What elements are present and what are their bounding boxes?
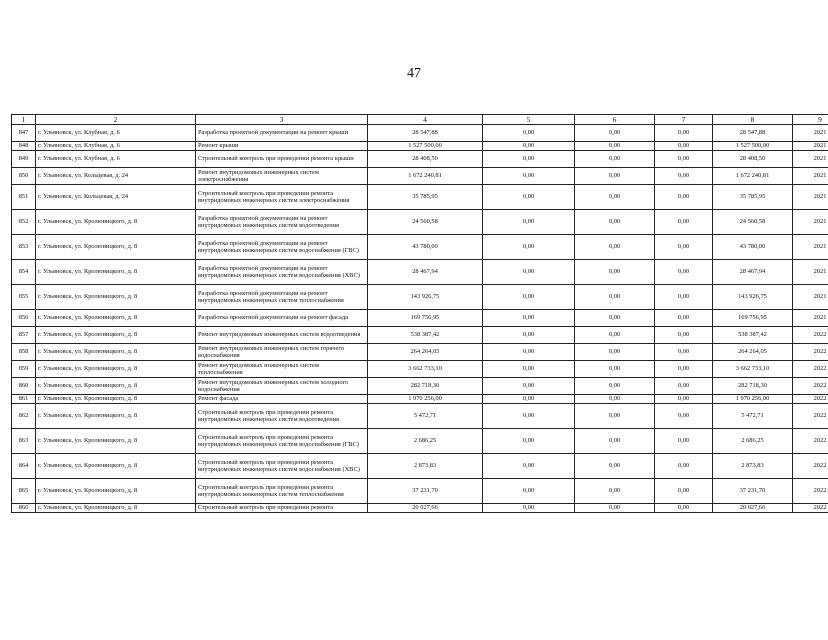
address-cell: г. Ульяновск, ул. Кролюницкого, д. 8 — [36, 361, 196, 378]
table-row — [12, 327, 828, 344]
column-header: 1 — [12, 115, 36, 125]
row-number: 852 — [12, 210, 36, 235]
amount-col7-cell: 0,00 — [655, 285, 713, 310]
amount-col6-cell: 0,00 — [575, 210, 655, 235]
work-type-cell: Разработка проектной документации на ремонт крыши — [196, 125, 368, 142]
amount-col6-cell: 0,00 — [575, 260, 655, 285]
work-type-cell: Ремонт внутридомовых инженерных систем электроснабжения — [196, 168, 368, 185]
year-cell: 2021 — [793, 168, 828, 185]
amount-col5-cell: 0,00 — [483, 168, 575, 185]
year-cell: 2022 — [793, 395, 828, 404]
year-cell: 2021 — [793, 235, 828, 260]
table-row — [12, 235, 828, 260]
year-cell: 2021 — [793, 310, 828, 327]
row-number: 866 — [12, 504, 36, 513]
row-number: 856 — [12, 310, 36, 327]
row-number: 853 — [12, 235, 36, 260]
amount-col5-cell: 0,00 — [483, 285, 575, 310]
amount-col7-cell: 0,00 — [655, 142, 713, 151]
address-cell: г. Ульяновск, ул. Кролюницкого, д. 8 — [36, 479, 196, 504]
work-type-cell: Строительный контроль при проведении ремонта крыши — [196, 151, 368, 168]
column-header: 8 — [713, 115, 793, 125]
table-row — [12, 151, 828, 168]
amount-total-cell: 2 686,25 — [368, 429, 483, 454]
year-cell: 2021 — [793, 210, 828, 235]
table-row — [12, 168, 828, 185]
address-cell: г. Ульяновск, ул. Кролюницкого, д. 8 — [36, 285, 196, 310]
amount-col6-cell: 0,00 — [575, 327, 655, 344]
column-header: 4 — [368, 115, 483, 125]
work-type-cell: Разработка проектной документации на ремонт внутридомовых инженерных систем водоснабжения (ХВС) — [196, 260, 368, 285]
row-number: 851 — [12, 185, 36, 210]
amount-total-cell: 28 467,94 — [368, 260, 483, 285]
amount-total-cell: 20 027,66 — [368, 504, 483, 513]
amount-col8-cell: 2 686,25 — [713, 429, 793, 454]
amount-col5-cell: 0,00 — [483, 361, 575, 378]
amount-col7-cell: 0,00 — [655, 479, 713, 504]
amount-col6-cell: 0,00 — [575, 378, 655, 395]
amount-col5-cell: 0,00 — [483, 454, 575, 479]
row-number: 864 — [12, 454, 36, 479]
amount-col8-cell: 1 527 500,00 — [713, 142, 793, 151]
amount-col7-cell: 0,00 — [655, 185, 713, 210]
address-cell: г. Ульяновск, ул. Клубная, д. 6 — [36, 151, 196, 168]
amount-col6-cell: 0,00 — [575, 168, 655, 185]
amount-total-cell: 37 231,70 — [368, 479, 483, 504]
amount-col5-cell: 0,00 — [483, 185, 575, 210]
table-row — [12, 285, 828, 310]
table-header-row — [12, 115, 828, 125]
row-number: 862 — [12, 404, 36, 429]
table-row — [12, 310, 828, 327]
table-row — [12, 260, 828, 285]
address-cell: г. Ульяновск, ул. Кролюницкого, д. 8 — [36, 429, 196, 454]
address-cell: г. Ульяновск, ул. Кольцевая, д. 24 — [36, 185, 196, 210]
amount-col6-cell: 0,00 — [575, 125, 655, 142]
amount-col5-cell: 0,00 — [483, 210, 575, 235]
work-type-cell: Ремонт внутридомовых инженерных систем горячего водоснабжения — [196, 344, 368, 361]
row-number: 860 — [12, 378, 36, 395]
year-cell: 2022 — [793, 344, 828, 361]
amount-total-cell: 28 408,50 — [368, 151, 483, 168]
address-cell: г. Ульяновск, ул. Кролюницкого, д. 8 — [36, 404, 196, 429]
repair-registry-table — [11, 114, 828, 513]
amount-col7-cell: 0,00 — [655, 260, 713, 285]
amount-col5-cell: 0,00 — [483, 395, 575, 404]
amount-col7-cell: 0,00 — [655, 344, 713, 361]
amount-col5-cell: 0,00 — [483, 378, 575, 395]
amount-col8-cell: 5 472,71 — [713, 404, 793, 429]
row-number: 865 — [12, 479, 36, 504]
work-type-cell: Разработка проектной документации на ремонт внутридомовых инженерных систем теплоснабжения — [196, 285, 368, 310]
column-header: 5 — [483, 115, 575, 125]
amount-col7-cell: 0,00 — [655, 454, 713, 479]
work-type-cell: Ремонт фасада — [196, 395, 368, 404]
amount-col6-cell: 0,00 — [575, 395, 655, 404]
column-header: 6 — [575, 115, 655, 125]
amount-col5-cell: 0,00 — [483, 151, 575, 168]
amount-col6-cell: 0,00 — [575, 479, 655, 504]
work-type-cell: Ремонт крыши — [196, 142, 368, 151]
amount-col6-cell: 0,00 — [575, 185, 655, 210]
row-number: 849 — [12, 151, 36, 168]
row-number: 847 — [12, 125, 36, 142]
row-number: 848 — [12, 142, 36, 151]
amount-col6-cell: 0,00 — [575, 454, 655, 479]
amount-col6-cell: 0,00 — [575, 361, 655, 378]
amount-col7-cell: 0,00 — [655, 429, 713, 454]
table-row — [12, 125, 828, 142]
year-cell: 2022 — [793, 429, 828, 454]
address-cell: г. Ульяновск, ул. Кольцевая, д. 24 — [36, 168, 196, 185]
amount-total-cell: 43 780,00 — [368, 235, 483, 260]
year-cell: 2022 — [793, 404, 828, 429]
row-number: 859 — [12, 361, 36, 378]
amount-col5-cell: 0,00 — [483, 125, 575, 142]
table-row — [12, 479, 828, 504]
year-cell: 2021 — [793, 185, 828, 210]
address-cell: г. Ульяновск, ул. Кролюницкого, д. 8 — [36, 327, 196, 344]
table-row — [12, 185, 828, 210]
table-row — [12, 344, 828, 361]
amount-col6-cell: 0,00 — [575, 142, 655, 151]
page-number: 47 — [407, 66, 421, 81]
work-type-cell: Ремонт внутридомовых инженерных систем водоотведения — [196, 327, 368, 344]
table-row — [12, 429, 828, 454]
table-row — [12, 454, 828, 479]
year-cell: 2022 — [793, 479, 828, 504]
column-header: 3 — [196, 115, 368, 125]
amount-total-cell: 2 873,83 — [368, 454, 483, 479]
amount-total-cell: 35 785,95 — [368, 185, 483, 210]
work-type-cell: Строительный контроль при проведении ремонта внутридомовых инженерных систем теплоснабжения — [196, 479, 368, 504]
amount-col6-cell: 0,00 — [575, 235, 655, 260]
year-cell: 2022 — [793, 327, 828, 344]
amount-col5-cell: 0,00 — [483, 142, 575, 151]
amount-col8-cell: 43 780,00 — [713, 235, 793, 260]
amount-col7-cell: 0,00 — [655, 168, 713, 185]
work-type-cell: Разработка проектной документации на ремонт внутридомовых инженерных систем водоснабжения (ГВС) — [196, 235, 368, 260]
work-type-cell: Строительный контроль при проведении ремонта внутридомовых инженерных систем водоснабжения (ГВС) — [196, 429, 368, 454]
amount-col7-cell: 0,00 — [655, 378, 713, 395]
amount-col5-cell: 0,00 — [483, 260, 575, 285]
amount-col8-cell: 28 547,88 — [713, 125, 793, 142]
amount-col6-cell: 0,00 — [575, 504, 655, 513]
amount-col5-cell: 0,00 — [483, 479, 575, 504]
amount-total-cell: 1 672 240,81 — [368, 168, 483, 185]
address-cell: г. Ульяновск, ул. Кролюницкого, д. 8 — [36, 504, 196, 513]
amount-col8-cell: 282 718,30 — [713, 378, 793, 395]
amount-col8-cell: 20 027,66 — [713, 504, 793, 513]
amount-total-cell: 3 662 733,10 — [368, 361, 483, 378]
column-header: 7 — [655, 115, 713, 125]
amount-col5-cell: 0,00 — [483, 504, 575, 513]
address-cell: г. Ульяновск, ул. Кролюницкого, д. 8 — [36, 210, 196, 235]
year-cell: 2021 — [793, 125, 828, 142]
amount-col8-cell: 264 264,05 — [713, 344, 793, 361]
work-type-cell: Строительный контроль при проведении ремонта внутридомовых инженерных систем водоснабжения (ХВС) — [196, 454, 368, 479]
row-number: 861 — [12, 395, 36, 404]
amount-total-cell: 538 387,42 — [368, 327, 483, 344]
amount-col7-cell: 0,00 — [655, 125, 713, 142]
address-cell: г. Ульяновск, ул. Кролюницкого, д. 8 — [36, 235, 196, 260]
amount-total-cell: 169 756,95 — [368, 310, 483, 327]
address-cell: г. Ульяновск, ул. Кролюницкого, д. 8 — [36, 395, 196, 404]
year-cell: 2022 — [793, 378, 828, 395]
table-body — [12, 125, 828, 513]
year-cell: 2021 — [793, 142, 828, 151]
amount-col5-cell: 0,00 — [483, 344, 575, 361]
amount-total-cell: 264 264,05 — [368, 344, 483, 361]
work-type-cell: Разработка проектной документации на ремонт фасада — [196, 310, 368, 327]
amount-col5-cell: 0,00 — [483, 235, 575, 260]
amount-col8-cell: 3 662 733,10 — [713, 361, 793, 378]
amount-col7-cell: 0,00 — [655, 395, 713, 404]
table-row — [12, 378, 828, 395]
address-cell: г. Ульяновск, ул. Кролюницкого, д. 8 — [36, 310, 196, 327]
row-number: 855 — [12, 285, 36, 310]
amount-col8-cell: 1 970 256,00 — [713, 395, 793, 404]
amount-col8-cell: 28 408,50 — [713, 151, 793, 168]
year-cell: 2021 — [793, 285, 828, 310]
year-cell: 2022 — [793, 454, 828, 479]
amount-col8-cell: 1 672 240,81 — [713, 168, 793, 185]
row-number: 863 — [12, 429, 36, 454]
address-cell: г. Ульяновск, ул. Кролюницкого, д. 8 — [36, 378, 196, 395]
address-cell: г. Ульяновск, ул. Клубная, д. 6 — [36, 125, 196, 142]
amount-col6-cell: 0,00 — [575, 285, 655, 310]
amount-col5-cell: 0,00 — [483, 310, 575, 327]
year-cell: 2021 — [793, 260, 828, 285]
row-number: 858 — [12, 344, 36, 361]
work-type-cell: Ремонт внутридомовых инженерных систем холодного водоснабжения — [196, 378, 368, 395]
address-cell: г. Ульяновск, ул. Кролюницкого, д. 8 — [36, 344, 196, 361]
row-number: 850 — [12, 168, 36, 185]
row-number: 857 — [12, 327, 36, 344]
amount-total-cell: 143 926,75 — [368, 285, 483, 310]
table-row — [12, 142, 828, 151]
amount-col8-cell: 538 387,42 — [713, 327, 793, 344]
amount-col6-cell: 0,00 — [575, 404, 655, 429]
amount-col6-cell: 0,00 — [575, 310, 655, 327]
column-header: 9 — [793, 115, 828, 125]
amount-col7-cell: 0,00 — [655, 310, 713, 327]
amount-total-cell: 24 560,58 — [368, 210, 483, 235]
row-number: 854 — [12, 260, 36, 285]
amount-col8-cell: 28 467,94 — [713, 260, 793, 285]
amount-total-cell: 5 472,71 — [368, 404, 483, 429]
work-type-cell: Разработка проектной документации на ремонт внутридомовых инженерных систем водоотведения — [196, 210, 368, 235]
amount-col7-cell: 0,00 — [655, 404, 713, 429]
amount-col7-cell: 0,00 — [655, 504, 713, 513]
year-cell: 2022 — [793, 361, 828, 378]
amount-col8-cell: 143 926,75 — [713, 285, 793, 310]
amount-col8-cell: 24 560,58 — [713, 210, 793, 235]
table-row — [12, 361, 828, 378]
amount-col8-cell: 37 231,70 — [713, 479, 793, 504]
amount-total-cell: 1 527 500,00 — [368, 142, 483, 151]
amount-col5-cell: 0,00 — [483, 404, 575, 429]
amount-total-cell: 282 718,30 — [368, 378, 483, 395]
amount-col7-cell: 0,00 — [655, 151, 713, 168]
address-cell: г. Ульяновск, ул. Клубная, д. 6 — [36, 142, 196, 151]
amount-col8-cell: 35 785,95 — [713, 185, 793, 210]
table-row — [12, 404, 828, 429]
amount-col6-cell: 0,00 — [575, 344, 655, 361]
amount-col6-cell: 0,00 — [575, 151, 655, 168]
amount-col5-cell: 0,00 — [483, 429, 575, 454]
amount-col7-cell: 0,00 — [655, 327, 713, 344]
amount-col6-cell: 0,00 — [575, 429, 655, 454]
work-type-cell: Строительный контроль при проведении ремонта внутридомовых инженерных систем электроснабжения — [196, 185, 368, 210]
amount-col7-cell: 0,00 — [655, 235, 713, 260]
table-row — [12, 395, 828, 404]
work-type-cell: Строительный контроль при проведении ремонта внутридомовых инженерных систем водоотведения — [196, 404, 368, 429]
year-cell: 2021 — [793, 151, 828, 168]
table-row — [12, 210, 828, 235]
amount-total-cell: 1 970 256,00 — [368, 395, 483, 404]
amount-col8-cell: 2 873,83 — [713, 454, 793, 479]
address-cell: г. Ульяновск, ул. Кролюницкого, д. 8 — [36, 454, 196, 479]
column-header: 2 — [36, 115, 196, 125]
amount-col8-cell: 169 756,95 — [713, 310, 793, 327]
amount-col5-cell: 0,00 — [483, 327, 575, 344]
table-row — [12, 504, 828, 513]
amount-total-cell: 28 547,88 — [368, 125, 483, 142]
work-type-cell: Ремонт внутридомовых инженерных систем теплоснабжения — [196, 361, 368, 378]
amount-col7-cell: 0,00 — [655, 210, 713, 235]
address-cell: г. Ульяновск, ул. Кролюницкого, д. 8 — [36, 260, 196, 285]
year-cell: 2022 — [793, 504, 828, 513]
amount-col7-cell: 0,00 — [655, 361, 713, 378]
work-type-cell: Строительный контроль при проведении ремонта — [196, 504, 368, 513]
